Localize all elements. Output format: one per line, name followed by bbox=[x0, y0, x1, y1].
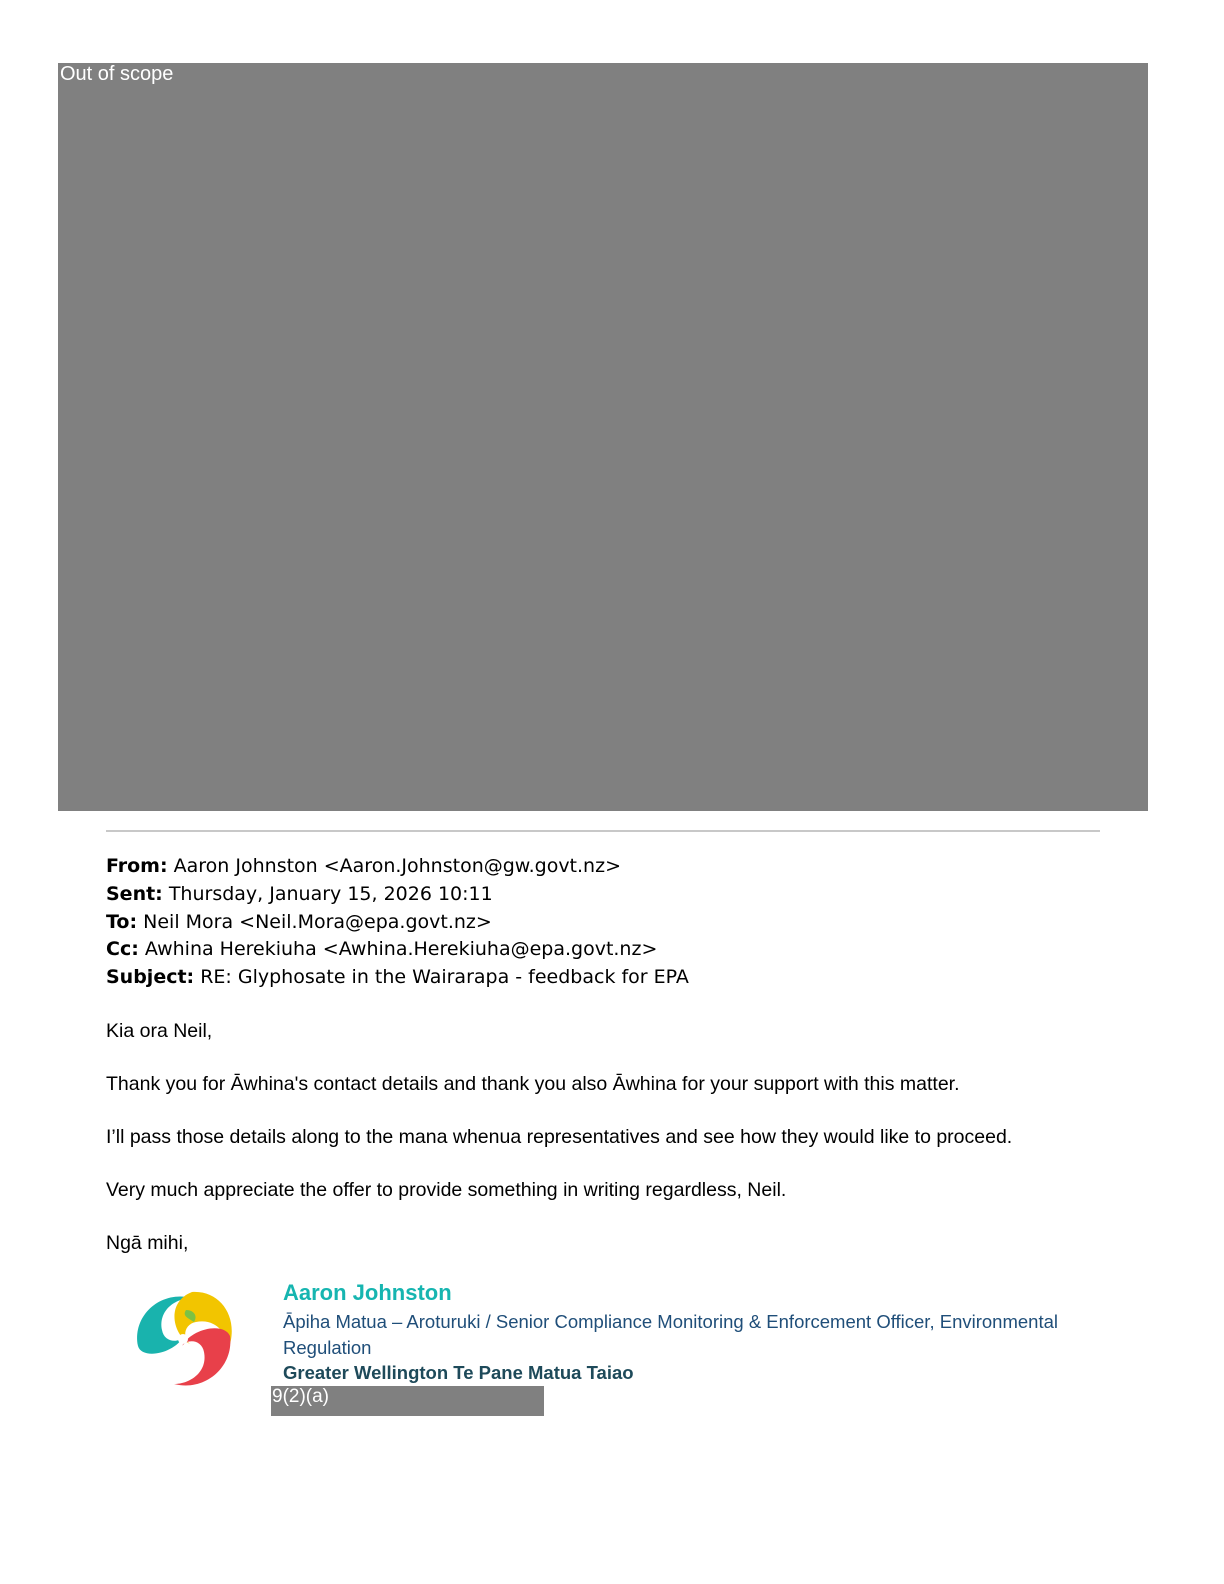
signature-organisation: Greater Wellington Te Pane Matua Taiao bbox=[283, 1362, 634, 1383]
to-value: Neil Mora <Neil.Mora@epa.govt.nz> bbox=[143, 910, 492, 933]
greater-wellington-swirl-logo-icon bbox=[130, 1284, 238, 1392]
sent-label: Sent: bbox=[106, 882, 163, 905]
from-label: From: bbox=[106, 855, 168, 877]
body-paragraph-1: Thank you for Āwhina's contact details and thank you also Āwhina for your support with this matter. bbox=[106, 1073, 960, 1095]
to-row bbox=[106, 909, 1106, 937]
sent-row bbox=[106, 881, 1106, 909]
redaction-label: Out of scope bbox=[60, 63, 174, 85]
signature-name: Aaron Johnston bbox=[283, 1280, 452, 1305]
redaction-block-9-2-a bbox=[271, 1386, 544, 1416]
subject-label: Subject: bbox=[106, 966, 195, 989]
subject-row bbox=[106, 964, 1106, 992]
greeting: Kia ora Neil, bbox=[106, 1020, 213, 1042]
cc-value: Awhina Herekiuha <Awhina.Herekiuha@epa.govt.nz> bbox=[144, 938, 658, 961]
header-divider bbox=[106, 830, 1100, 832]
redaction-label: 9(2)(a) bbox=[272, 1386, 330, 1407]
from-row bbox=[106, 853, 1106, 881]
redaction-block-out-of-scope bbox=[58, 63, 1148, 811]
sent-value: Thursday, January 15, 2026 10:11 bbox=[168, 882, 493, 905]
to-label: To: bbox=[106, 910, 138, 933]
email-header bbox=[106, 853, 1106, 992]
body-paragraph-3: Very much appreciate the offer to provide something in writing regardless, Neil. bbox=[106, 1179, 787, 1201]
from-value: Aaron Johnston <Aaron.Johnston@gw.govt.nz> bbox=[173, 855, 621, 877]
cc-label: Cc: bbox=[106, 938, 139, 961]
signature-title: Āpiha Matua – Aroturuki / Senior Compliance Monitoring & Enforcement Officer, Environmental Regulation bbox=[283, 1311, 1058, 1358]
signoff: Ngā mihi, bbox=[106, 1232, 189, 1254]
body-paragraph-2: I’ll pass those details along to the mana whenua representatives and see how they would like to proceed. bbox=[106, 1126, 1013, 1148]
cc-row bbox=[106, 936, 1106, 964]
subject-value: RE: Glyphosate in the Wairarapa - feedback for EPA bbox=[200, 966, 689, 989]
